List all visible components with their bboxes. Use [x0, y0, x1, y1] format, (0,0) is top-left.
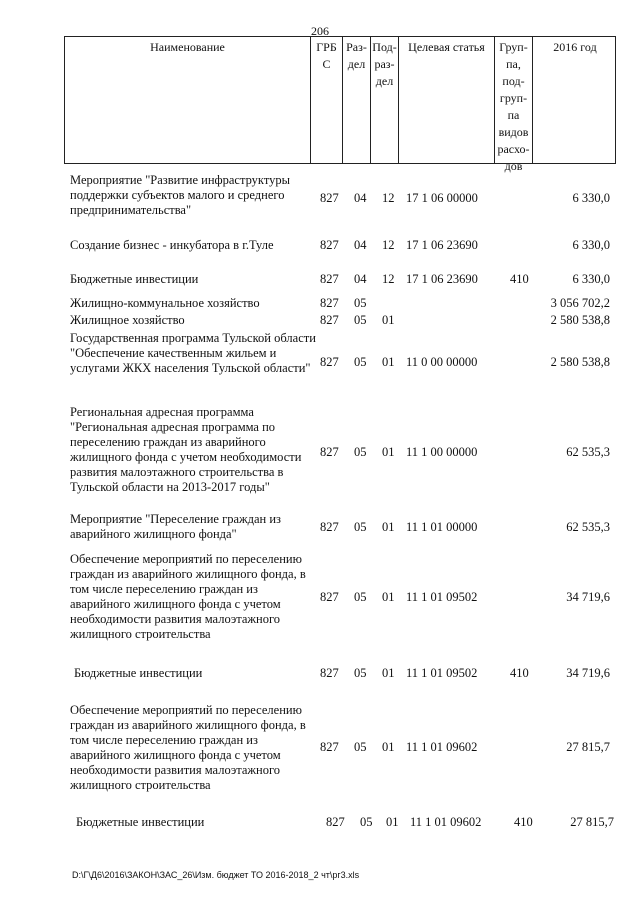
row-podrazdel: 01 — [382, 666, 395, 680]
row-name: Бюджетные инвестиции — [70, 272, 199, 286]
row-razdel: 05 — [354, 313, 367, 327]
row-razdel: 04 — [354, 191, 367, 205]
row-razdel: 05 — [354, 740, 367, 754]
row-razdel: 05 — [354, 355, 367, 369]
row-name: Бюджетные инвестиции — [76, 815, 205, 829]
row-razdel: 05 — [354, 445, 367, 459]
header-group: Груп- па, под- груп- па видов расхо- дов — [495, 37, 533, 163]
row-razdel: 04 — [354, 272, 367, 286]
row-name: Создание бизнес - инкубатора в г.Туле — [70, 238, 274, 252]
row-amount: 27 815,7 — [566, 740, 610, 754]
header-podrazdel: Под- раз- дел — [371, 37, 399, 163]
table-row — [0, 552, 640, 648]
row-target: 11 0 00 00000 — [406, 355, 478, 369]
row-target: 11 1 01 00000 — [406, 520, 478, 534]
row-razdel: 05 — [354, 666, 367, 680]
header-name: Наименование — [65, 37, 311, 163]
table-row — [0, 296, 640, 312]
row-amount: 6 330,0 — [572, 272, 610, 286]
row-target: 11 1 00 00000 — [406, 445, 478, 459]
row-amount: 34 719,6 — [566, 590, 610, 604]
row-razdel: 05 — [354, 590, 367, 604]
row-name: Бюджетные инвестиции — [74, 666, 203, 680]
row-name: Жилищное хозяйство — [70, 313, 185, 327]
row-name: Обеспечение мероприятий по переселению граждан из аварийного жилищного фонда, в том числе переселению граждан из аварийного жилищного фонда с учетом необходимости развития малоэтажного жилищного строительства — [70, 703, 306, 792]
row-amount: 34 719,6 — [566, 666, 610, 680]
row-name: Мероприятие "Развитие инфраструктуры поддержки субъектов малого и среднего предпринимательства" — [70, 173, 291, 217]
page-number: 206 — [311, 24, 329, 38]
row-podrazdel: 12 — [382, 272, 395, 286]
row-amount: 2 580 538,8 — [550, 355, 610, 369]
row-name: Государственная программа Тульской области "Обеспечение качественным жильем и услугами ЖКХ населения Тульской области" — [70, 331, 316, 375]
row-target: 17 1 06 00000 — [406, 191, 478, 205]
row-group: 410 — [510, 272, 529, 286]
row-grbs: 827 — [320, 590, 339, 604]
row-target: 11 1 01 09502 — [406, 590, 478, 604]
row-grbs: 827 — [320, 191, 339, 205]
table-row — [0, 173, 640, 221]
row-podrazdel: 12 — [382, 191, 395, 205]
row-name: Региональная адресная программа "Региональная адресная программа по переселению граждан из аварийного жилищного фонда с учетом необходимости развития малоэтажного строительства в Тульской области на 2013-2017 годы" — [70, 405, 302, 494]
row-grbs: 827 — [320, 355, 339, 369]
row-target: 17 1 06 23690 — [406, 238, 478, 252]
row-group: 410 — [510, 666, 529, 680]
row-name: Обеспечение мероприятий по переселению граждан из аварийного жилищного фонда, в том числе переселению граждан из аварийного жилищного фонда с учетом необходимости развития малоэтажного жилищного строительства — [70, 552, 306, 641]
table-row — [0, 512, 640, 544]
row-amount: 3 056 702,2 — [550, 296, 610, 310]
row-group: 410 — [514, 815, 533, 829]
row-razdel: 04 — [354, 238, 367, 252]
row-razdel: 05 — [354, 520, 367, 534]
row-podrazdel: 01 — [386, 815, 399, 829]
row-target: 11 1 01 09602 — [410, 815, 482, 829]
row-podrazdel: 01 — [382, 445, 395, 459]
row-amount: 2 580 538,8 — [550, 313, 610, 327]
row-grbs: 827 — [320, 520, 339, 534]
table-row — [0, 815, 640, 831]
row-razdel: 05 — [354, 296, 367, 310]
table-header — [64, 36, 616, 173]
row-name: Жилищно-коммунальное хозяйство — [70, 296, 260, 310]
row-podrazdel: 01 — [382, 590, 395, 604]
table-row — [0, 238, 640, 254]
row-podrazdel: 01 — [382, 313, 395, 327]
row-podrazdel: 12 — [382, 238, 395, 252]
row-amount: 62 535,3 — [566, 520, 610, 534]
row-amount: 62 535,3 — [566, 445, 610, 459]
row-grbs: 827 — [320, 313, 339, 327]
row-amount: 27 815,7 — [570, 815, 614, 829]
row-grbs: 827 — [320, 445, 339, 459]
row-target: 17 1 06 23690 — [406, 272, 478, 286]
row-podrazdel: 01 — [382, 740, 395, 754]
row-grbs: 827 — [326, 815, 345, 829]
header-razdel: Раз- дел — [343, 37, 371, 163]
table-row — [0, 272, 640, 288]
table-row — [0, 703, 640, 799]
row-grbs: 827 — [320, 740, 339, 754]
row-target: 11 1 01 09502 — [406, 666, 478, 680]
table-row — [0, 405, 640, 501]
row-grbs: 827 — [320, 666, 339, 680]
header-year: 2016 год — [553, 40, 597, 54]
row-amount: 6 330,0 — [572, 191, 610, 205]
row-amount: 6 330,0 — [572, 238, 610, 252]
row-podrazdel: 01 — [382, 520, 395, 534]
row-razdel: 05 — [360, 815, 373, 829]
row-podrazdel: 01 — [382, 355, 395, 369]
row-grbs: 827 — [320, 296, 339, 310]
table-row — [0, 331, 640, 395]
row-target: 11 1 01 09602 — [406, 740, 478, 754]
header-target: Целевая статья — [399, 37, 495, 163]
table-row — [0, 313, 640, 329]
row-grbs: 827 — [320, 272, 339, 286]
row-grbs: 827 — [320, 238, 339, 252]
file-path-footer: D:\Г\Д6\2016\ЗАКОН\ЗАС_26\Изм. бюджет ТО 2016-2018_2 чт\рг3.xls — [72, 870, 360, 880]
table-row — [0, 666, 640, 682]
header-grbs: ГРБ С — [311, 37, 343, 163]
row-name: Мероприятие "Переселение граждан из аварийного жилищного фонда" — [70, 512, 281, 541]
